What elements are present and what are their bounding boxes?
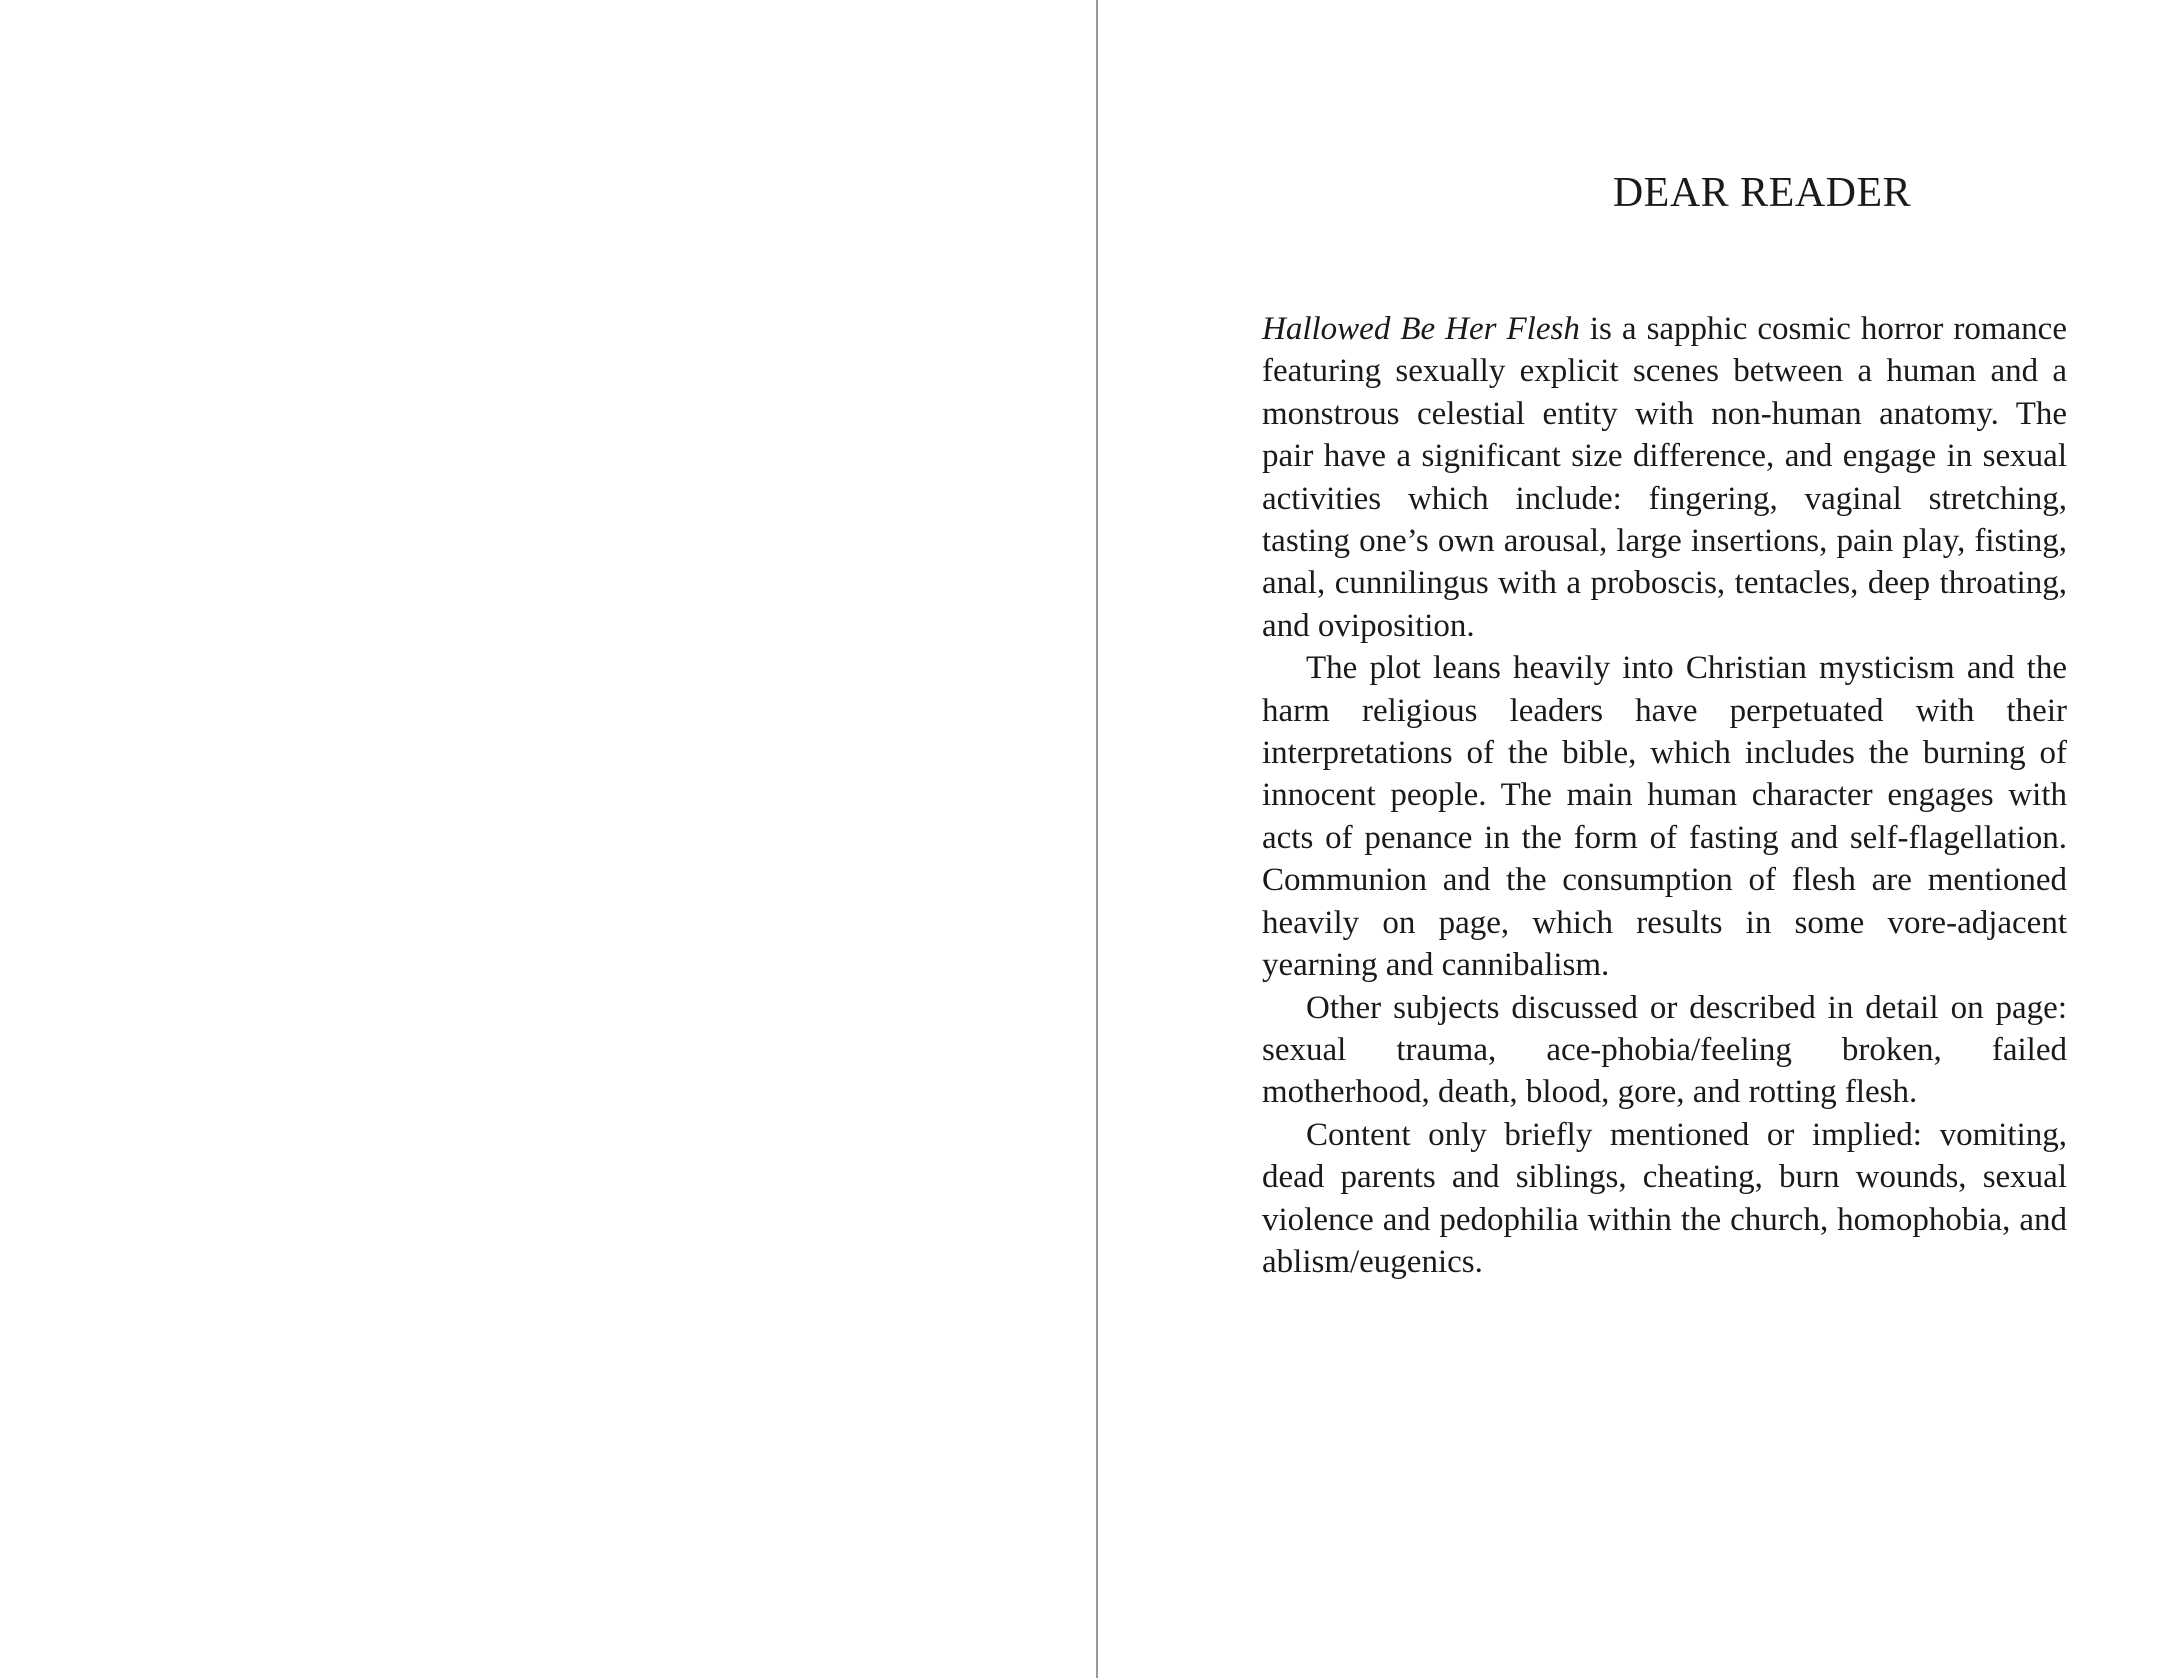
paragraph-4: Content only briefly mentioned or implied: vomiting, dead parents and siblings, cheating, burn wounds, sexual violence and pedophilia within the church, homophobia, and ablism/eugenics. [1262,1116,2067,1280]
paragraph-1 [1262,308,2067,647]
paragraph-3: Other subjects discussed or described in detail on page: sexual trauma, ace-phobia/feeling broken, failed motherhood, death, blood, gore, and rotting flesh. [1262,989,2067,1111]
paragraph-2: The plot leans heavily into Christian mysticism and the harm religious leaders have perpetuated with their interpretations of the bible, which includes the burning of innocent people. The main human character engages with acts of penance in the form of fasting and self-flagellation. Communion and the consumption of flesh are mentioned heavily on page, which results in some vore-adjacent yearning and cannibalism. [1262,650,2067,984]
page-heading: DEAR READER [1612,170,1912,216]
book-title: Hallowed Be Her Flesh [1262,311,1580,347]
right-page [1098,0,2176,1678]
paragraph-1-text: is a sapphic cosmic horror romance featuring sexually explicit scenes between a human and a monstrous celestial entity with non-human anatomy. The pair have a significant size difference, and engage in sexual activities which include: fingering, vaginal stretching, tasting one’s own arousal, large insertions, pain play, fisting, anal, cunnilingus with a proboscis, tentacles, deep throating, and oviposition. [1262,311,2067,644]
body-text [1262,308,2067,1283]
